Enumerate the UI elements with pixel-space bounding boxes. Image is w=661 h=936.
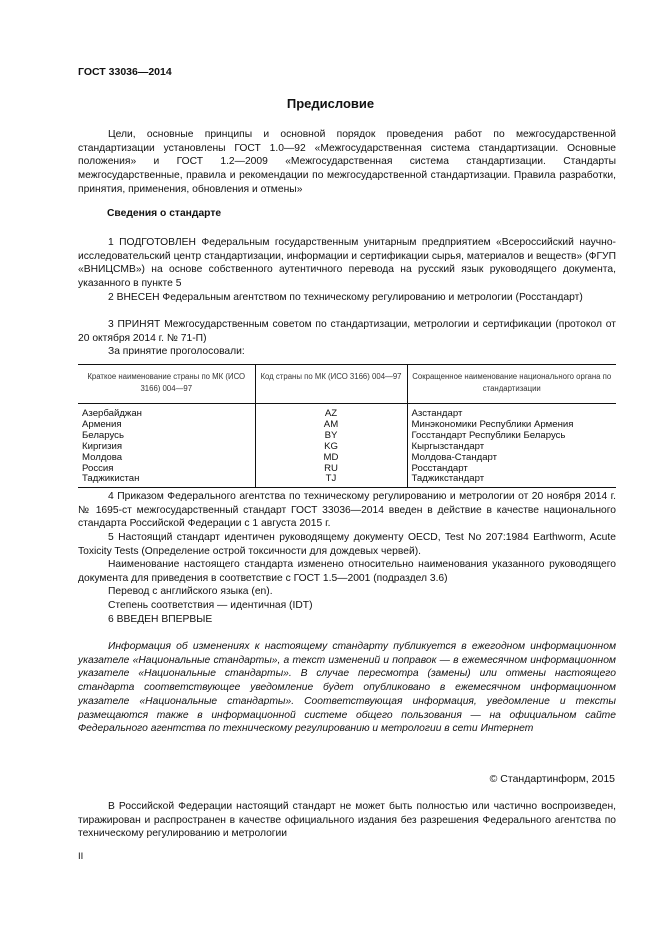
country-code: AZ — [255, 404, 407, 420]
country-code: MD — [255, 453, 407, 464]
intro-paragraph: Цели, основные принципы и основной порядок проведения работ по межгосударственной стандартизации установлены ГОСТ 1.0—92 «Межгосударственная система стандартизации. Основные положения» и ГОСТ 1.2—2009 «Межгосударственная система стандартизации. Стандарты межгосударственные, правила и рекомендации по межгосударственной стандартизации. Правила разработки, принятия, применения, обновления и отмены» — [78, 129, 616, 195]
item-3: 3 ПРИНЯТ Межгосударственным советом по стандартизации, метрологии и сертификации (протокол от 20 октября 2014 г. № 71-П) — [78, 319, 616, 344]
national-body: Молдова-Стандарт — [407, 453, 616, 464]
item-5-rename-note: Наименование настоящего стандарта изменено относительно наименования указанного руководящего документа для приведения в соответствие с ГОСТ 1.5—2001 (подраздел 3.6) — [78, 559, 616, 584]
voting-table — [78, 364, 616, 488]
item-1: 1 ПОДГОТОВЛЕН Федеральным государственным унитарным предприятием «Всероссийский научно-исследовательский центр стандартизации, информации и сертификации сырья, материалов и веществ» (ФГУП «ВНИЦСМВ») на основе собственного аутентичного перевода на русский язык руководящего документа, указанного в пункте 5 — [78, 237, 616, 290]
item-5: 5 Настоящий стандарт идентичен руководящему документу OECD, Test No 207:1984 Earthworm, Acute Toxicity Tests (Определение острой токсичности для дождевых червей). — [78, 532, 616, 557]
country-name: Беларусь — [82, 429, 124, 441]
table-header: Краткое наименование страны по МК (ИСО 3166) 004—97 — [78, 365, 255, 404]
copyright: © Стандартинформ, 2015 — [489, 773, 615, 785]
reproduction-notice: В Российской Федерации настоящий стандарт не может быть полностью или частично воспроизведен, тиражирован и распространен в качестве официального издания без разрешения Федерального агентства по техническому регулированию и метрологии — [78, 801, 616, 840]
country-code: AM — [255, 420, 407, 431]
voted-label: За принятие проголосовали: — [108, 346, 245, 357]
item-5-translation: Перевод с английского языка (en). — [108, 586, 273, 597]
national-body: Росстандарт — [407, 464, 616, 475]
country-code: TJ — [255, 474, 407, 487]
page-title: Предисловие — [286, 96, 375, 111]
table-header: Код страны по МК (ИСО 3166) 004—97 — [255, 365, 407, 404]
item-5-conformity: Степень соответствия — идентичная (IDT) — [108, 600, 313, 611]
national-body: Азстандарт — [407, 404, 616, 420]
national-body: Минэкономики Республики Армения — [407, 420, 616, 431]
item-6: 6 ВВЕДЕН ВПЕРВЫЕ — [108, 614, 213, 625]
item-2: 2 ВНЕСЕН Федеральным агентством по техническому регулированию и метрологии (Росстандарт) — [108, 292, 583, 303]
table-row — [78, 404, 616, 420]
national-body: Госстандарт Республики Беларусь — [407, 431, 616, 442]
country-name: Россия — [82, 462, 114, 474]
country-code: RU — [255, 464, 407, 475]
national-body: Таджикстандарт — [407, 474, 616, 487]
country-name: Киргизия — [82, 440, 123, 452]
table-row — [78, 453, 616, 464]
country-name: Армения — [82, 418, 122, 430]
country-name: Таджикистан — [78, 474, 255, 487]
section-heading: Сведения о стандарте — [107, 208, 222, 219]
table-header-row — [78, 365, 616, 404]
country-code: KG — [255, 442, 407, 453]
national-body: Кыргызстандарт — [407, 442, 616, 453]
table-row — [78, 474, 616, 487]
country-name: Молдова — [82, 451, 123, 463]
document-code: ГОСТ 33036—2014 — [78, 66, 172, 78]
country-name: Азербайджан — [82, 408, 142, 419]
table-row — [78, 442, 616, 453]
table-header: Сокращенное наименование национального органа по стандартизации — [407, 365, 616, 404]
page-number: II — [78, 851, 84, 862]
table-row — [78, 464, 616, 475]
amendments-info: Информация об изменениях к настоящему стандарту публикуется в ежегодном информационном указателе «Национальные стандарты», а текст изменений и поправок — в ежемесячном информационном указателе «Национальные стандарты». В случае пересмотра (замены) или отмены настоящего стандарта соответствующее уведомление будет опубликовано в ежемесячном информационном указателе «Национальные стандарты». Соответствующая информация, уведомление и тексты размещаются также в информационной системе общего пользования — на официальном сайте Федерального агентства по техническому регулированию и метрологии в сети Интернет — [78, 641, 616, 735]
item-4: 4 Приказом Федерального агентства по техническому регулированию и метрологии от 20 ноября 2014 г. № 1695-ст межгосударственный стандарт ГОСТ 33036—2014 введен в действие в качестве национального стандарта Российской Федерации с 1 августа 2015 г. — [78, 491, 616, 530]
country-code: BY — [255, 431, 407, 442]
table-row — [78, 431, 616, 442]
